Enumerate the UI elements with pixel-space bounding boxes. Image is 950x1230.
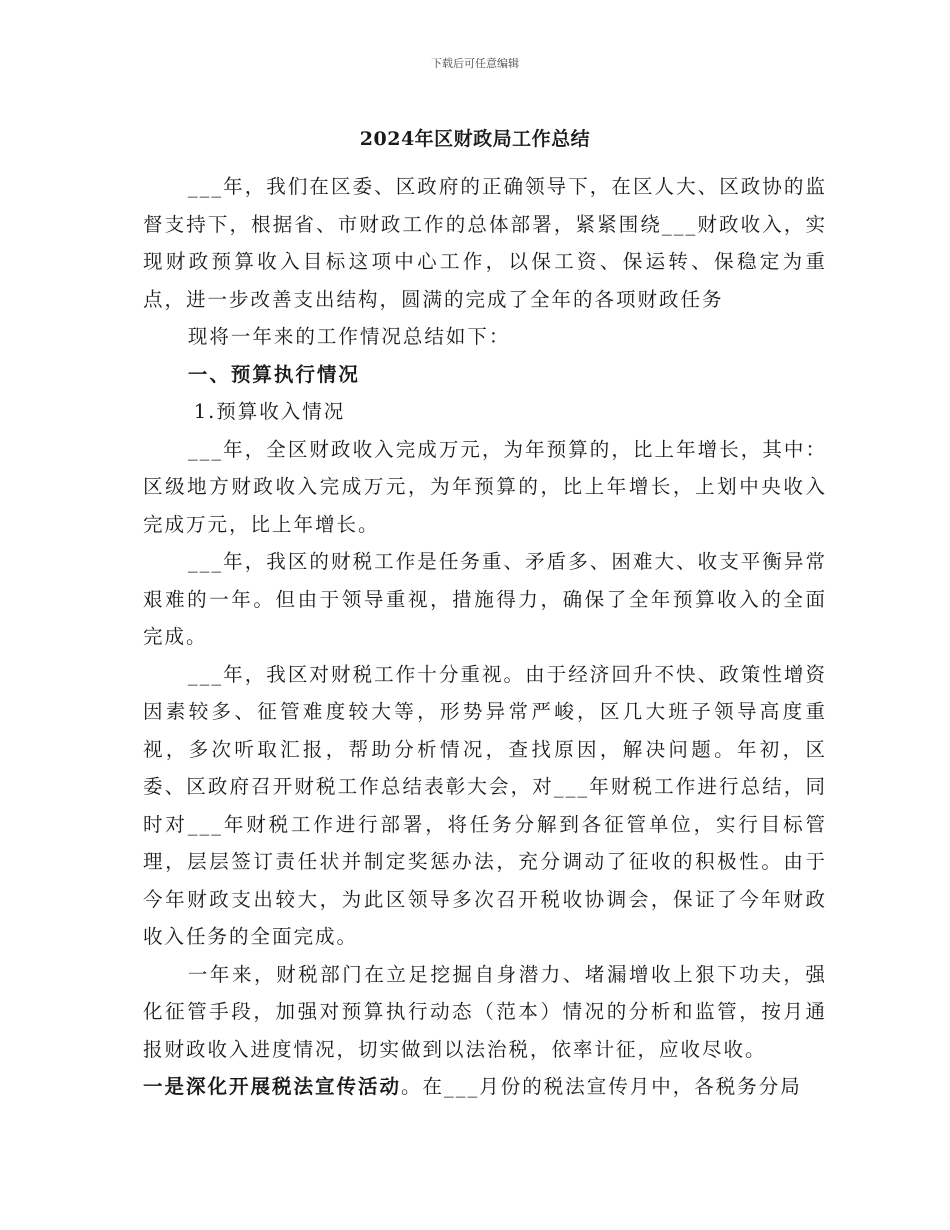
section-heading-budget: 一、预算执行情况 xyxy=(187,362,360,386)
paragraph-tax-publicity xyxy=(143,1068,827,1106)
tax-publicity-rest: 。在___月份的税法宣传月中，各税务分局 xyxy=(401,1075,802,1098)
paragraph-measures: 一年来，财税部门在立足挖掘自身潜力、堵漏增收上狠下功夫，强化征管手段，加强对预算执行动态（范本）情况的分析和监管，按月通报财政收入进度情况，切实做到以法治税，依率计征，应收尽收。 xyxy=(143,962,827,1061)
document-title: 2024年区财政局工作总结 xyxy=(359,128,591,150)
paragraph-intro: ___年，我们在区委、区政府的正确领导下，在区人大、区政协的监督支持下，根据省、市财政工作的总体部署，紧紧围绕___财政收入，实现财政预算收入目标这项中心工作，以保工资、保运转、保稳定为重点，进一步改善支出结构，圆满的完成了全年的各项财政任务 xyxy=(143,175,827,311)
paragraph-summary-lead: 现将一年来的工作情况总结如下： xyxy=(187,325,511,348)
subsection-heading-revenue: 1.预算收入情况 xyxy=(193,400,346,423)
paragraph-difficulty: ___年，我区的财税工作是任务重、矛盾多、困难大、收支平衡异常艰难的一年。但由于领导重视，措施得力，确保了全年预算收入的全面完成。 xyxy=(143,550,827,648)
paragraph-revenue: ___年，全区财政收入完成万元，为年预算的，比上年增长，其中：区级地方财政收入完成万元，为年预算的，比上年增长，上划中央收入完成万元，比上年增长。 xyxy=(143,437,827,536)
paragraph-leadership: ___年，我区对财税工作十分重视。由于经济回升不快、政策性增资因素较多、征管难度较大等，形势异常严峻，区几大班子领导高度重视，多次听取汇报，帮助分析情况，查找原因，解决问题。年初，区委、区政府召开财税工作总结表彰大会，对___年财税工作进行总结，同时对___年财税工作进行部署，将任务分解到各征管单位，实行目标管理，层层签订责任状并制定奖惩办法，充分调动了征收的积极性。由于今年财政支出较大，为此区领导多次召开税收协调会，保证了今年财政收入任务的全面完成。 xyxy=(143,662,827,948)
tax-publicity-lead: 一是深化开展税法宣传活动 xyxy=(143,1075,402,1098)
document-body xyxy=(143,168,827,1106)
header-note: 下载后可任意编辑 xyxy=(431,57,519,70)
